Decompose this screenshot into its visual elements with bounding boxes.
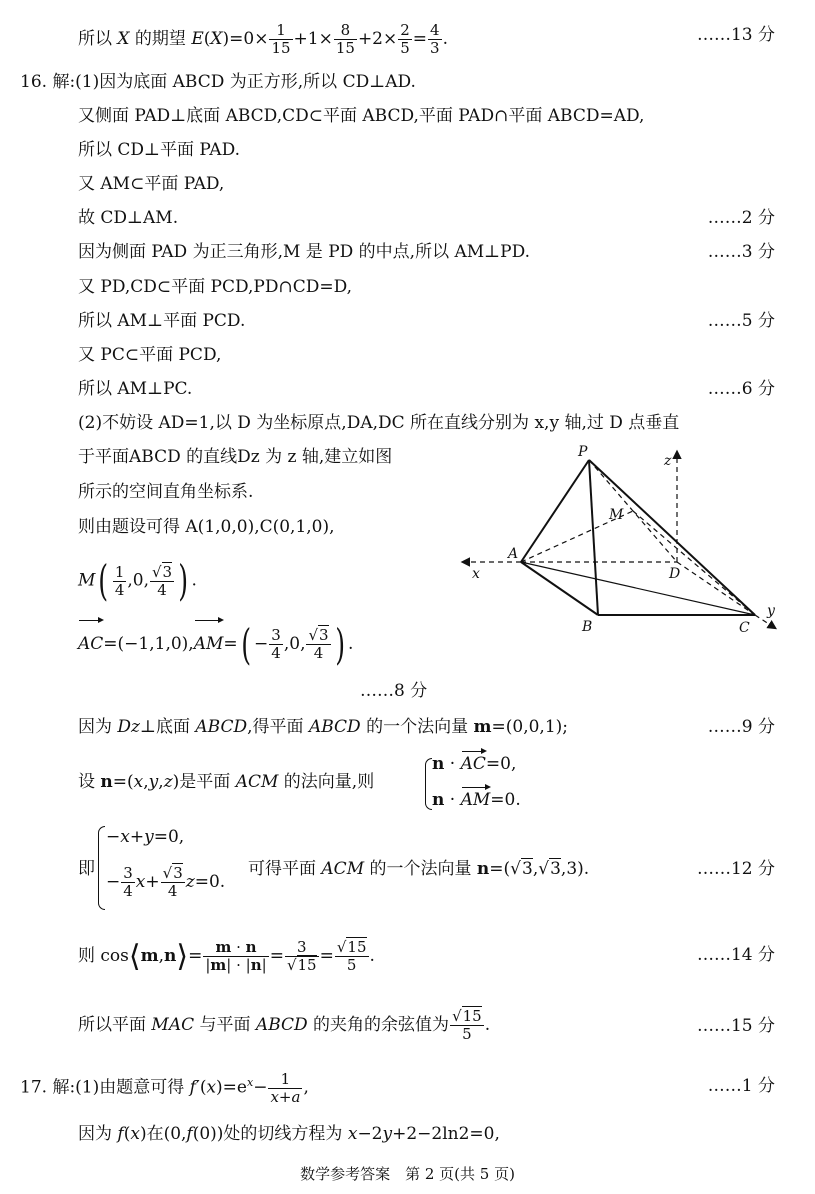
problem-16-line-2: 又侧面 PAD⊥底面 ABCD,CD⊂平面 ABCD,平面 PAD∩平面 ABCD=AD,: [78, 106, 645, 126]
normal-vector-n-result: 可得平面 ACM 的一个法向量 n=(√3,√3,3).: [248, 859, 590, 879]
edge-mc: [633, 511, 755, 615]
edge-pb: [589, 460, 598, 615]
pyramid-diagram: [455, 440, 785, 655]
problem-16-line-9: 又 PC⊂平面 PCD,: [78, 345, 222, 365]
label-c: C: [739, 620, 750, 636]
system-2-eq-1: −x+y=0,: [106, 827, 185, 847]
system-1-eq-1: n · AC=0,: [432, 754, 517, 774]
score-9: ……9 分: [707, 717, 775, 737]
score-2: ……2 分: [707, 208, 775, 228]
score-13: ……13 分: [696, 25, 775, 45]
label-p: P: [578, 444, 588, 460]
problem-16-line-7: 又 PD,CD⊂平面 PCD,PD∩CD=D,: [78, 277, 353, 297]
page-footer: 数学参考答案 第 2 页(共 5 页): [300, 1165, 515, 1183]
edge-pc: [589, 460, 755, 615]
problem-16-line-8: 所以 AM⊥平面 PCD.: [78, 311, 246, 331]
conclusion-line: 所以平面 MAC 与平面 ABCD 的夹角的余弦值为 $\frac{√15}{5}$ .: [78, 1007, 491, 1043]
system-2-label: 即: [78, 859, 95, 879]
score-5: ……5 分: [707, 311, 775, 331]
vectors-line: AC=(−1,1,0),AM=( − $\frac{3}{4}$ ,0, $\frac{√3}{4}$ ) .: [78, 619, 354, 669]
score-3: ……3 分: [707, 242, 775, 262]
problem-16-line-10: 所以 AM⊥PC.: [78, 379, 193, 399]
normal-vector-m-line: 因为 Dz⊥底面 ABCD,得平面 ABCD 的一个法向量 m=(0,0,1);: [78, 717, 568, 737]
score-14: ……14 分: [696, 945, 775, 965]
label-b: B: [582, 619, 593, 635]
edge-dc: [677, 562, 755, 615]
problem-16-line-3: 所以 CD⊥平面 PAD.: [78, 140, 241, 160]
pyramid-svg: [455, 440, 785, 655]
problem-16-line-5: 故 CD⊥AM.: [78, 208, 179, 228]
label-d: D: [669, 566, 681, 582]
expectation-line: 所以 X 的期望 E(X)=0× $\frac{1}{15}$ +1× $\frac{8}{15}$ +2× $\frac{2}{5}$ = $\frac{4}{3}$ .: [78, 21, 448, 57]
score-6: ……6 分: [707, 379, 775, 399]
label-z: z: [664, 453, 672, 469]
score-15: ……15 分: [696, 1016, 775, 1036]
normal-vector-n-intro: 设 n=(x,y,z)是平面 ACM 的法向量,则: [78, 772, 375, 792]
label-x: x: [472, 566, 480, 582]
label-m: M: [609, 507, 624, 523]
edge-ac: [521, 562, 755, 615]
part-2-line-1: (2)不妨设 AD=1,以 D 为坐标原点,DA,DC 所在直线分别为 x,y 轴,过 D 点垂直: [78, 413, 680, 433]
problem-17-line-2: 因为 f(x)在(0,f(0))处的切线方程为 x−2y+2−2ln2=0,: [78, 1124, 500, 1144]
problem-16-line-4: 又 AM⊂平面 PAD,: [78, 174, 225, 194]
score-8: ……8 分: [360, 681, 428, 701]
label-a: A: [508, 546, 519, 562]
edge-ab: [521, 562, 598, 615]
system-1-eq-2: n · AM=0.: [432, 790, 521, 810]
problem-17-line-1: 17. 解:(1)由题意可得 $f'(x)=e^x-$ $\frac{1}{x+a}$ ,: [20, 1069, 309, 1106]
score-12: ……12 分: [696, 859, 775, 879]
label-y: y: [767, 603, 775, 619]
coordinates-line: 则由题设可得 A(1,0,0),C(0,1,0),: [78, 517, 335, 537]
problem-16-line-1: 16. 解:(1)因为底面 ABCD 为正方形,所以 CD⊥AD.: [20, 72, 416, 92]
part-2-line-2: 于平面ABCD 的直线Dz 为 z 轴,建立如图: [78, 447, 393, 467]
system-2-eq-2: − $\frac{3}{4}$ x+ $\frac{√3}{4}$ z=0.: [106, 864, 226, 900]
point-m-coordinates: M( $\frac{1}{4}$ ,0, $\frac{√3}{4}$ ) .: [78, 556, 197, 605]
part-2-line-3: 所示的空间直角坐标系.: [78, 482, 254, 502]
system-brace-2: [98, 826, 105, 910]
cosine-line: 则 cos⟨m,n⟩= $\frac{m \cdot n}{|m| \cdot |n|}$ = $\frac{3}{√15}$ = $\frac{√15}{5}$ .: [78, 938, 375, 974]
problem-16-line-6: 因为侧面 PAD 为正三角形,M 是 PD 的中点,所以 AM⊥PD.: [78, 242, 531, 262]
system-brace-1: [425, 758, 432, 810]
score-1: ……1 分: [707, 1076, 775, 1096]
